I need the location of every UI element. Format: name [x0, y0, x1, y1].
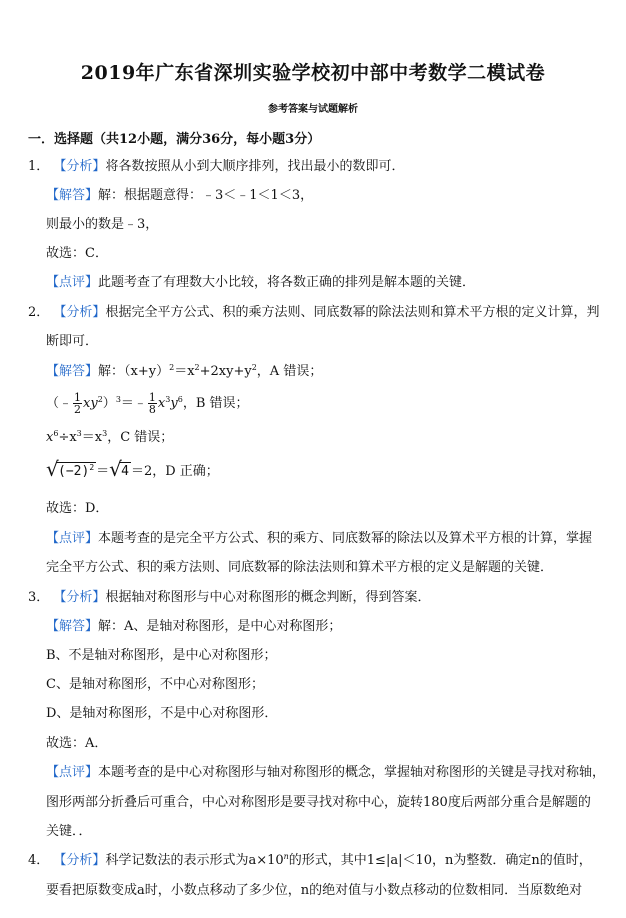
q1-choice: 故选：C．	[46, 246, 108, 261]
q3-analysis-text: 根据轴对称图形与中心对称图形的概念判断，得到答案．	[105, 590, 431, 605]
q1-number: 1．	[28, 159, 50, 174]
q2-b-y: y	[170, 396, 178, 411]
q2-b-exp1: 2	[97, 395, 103, 404]
q2-c-x: x	[46, 430, 54, 445]
q2-a-expr3: +2xy+y	[199, 364, 252, 379]
q3-choice: 故选：A．	[46, 736, 108, 751]
q2-a-result: ，A 错误；	[256, 364, 323, 379]
q3-comment-line1: 本题考查的是中心对称图形与轴对称图形的概念，掌握轴对称图形的关键是寻找对称轴，	[98, 765, 606, 780]
q2-b-frac2-den: 8	[148, 403, 156, 416]
q4-analysis	[28, 852, 592, 870]
q3-answer-line1: 解：A、是轴对称图形，是中心对称图形；	[98, 619, 342, 634]
q2-c-div: ÷x	[58, 430, 77, 445]
section-heading: 一．选择题（共12小题，满分36分，每小题3分）	[28, 132, 321, 147]
q2-d-sqrt1: √ $(-2)^2$	[46, 457, 95, 481]
q2-analysis-line1: 根据完全平方公式、积的乘方法则、同底数幂的除法法则和算术平方根的定义计算，判	[105, 305, 600, 320]
q1-comment-text: 此题考查了有理数大小比较，将各数正确的排列是解本题的关键．	[98, 275, 476, 290]
q3-analysis	[28, 589, 430, 607]
q2-comment-line1: 本题考查的是完全平方公式、积的乘方、同底数幂的除法以及算术平方根的计算，掌握	[98, 531, 593, 546]
q3-number: 3．	[28, 590, 50, 605]
q3-answer-line3: C、是轴对称图形，不中心对称图形；	[46, 677, 264, 692]
q2-comment-tag: 【点评】	[46, 531, 99, 546]
q2-c-result: ，C 错误；	[107, 430, 174, 445]
q3-comment	[46, 764, 605, 782]
q2-d-exp: 2	[89, 463, 95, 472]
q2-b-open: （﹣	[46, 396, 73, 411]
q4-analysis-exp: n	[283, 852, 289, 861]
q2-d-sqrt2: √ 4	[109, 457, 129, 481]
q2-a-exp2: 2	[194, 363, 200, 372]
q2-b-result: ，B 错误；	[182, 396, 249, 411]
q1-analysis-text: 将各数按照从小到大顺序排列，找出最小的数即可．	[105, 159, 405, 174]
q3-comment-tag: 【点评】	[46, 765, 99, 780]
q2-b-exp2: 3	[115, 395, 121, 404]
q2-b-eq: ＝﹣	[120, 396, 147, 411]
q4-analysis-line2: 要看把原数变成a时，小数点移动了多少位，n的绝对值与小数点移动的位数相同．当原数绝对	[46, 883, 583, 898]
q2-answer-b	[46, 392, 249, 415]
q2-c-exp6: 6	[53, 429, 59, 438]
q4-analysis-text2: 的形式，其中1≤|a|＜10，n为整数．确定n的值时，	[288, 853, 592, 868]
q1-analysis	[28, 158, 404, 176]
page-title: 2019年广东省深圳实验学校初中部中考数学二模试卷	[80, 62, 546, 84]
q1-comment-tag: 【点评】	[46, 275, 99, 290]
q2-a-exp: 2	[169, 363, 175, 372]
q2-a-exp3: 2	[251, 363, 257, 372]
q2-a-expr2: ＝x	[174, 364, 195, 379]
q3-comment-line2: 图形两部分折叠后可重合，中心对称图形是要寻找对称中心，旋转180度后两部分重合是解题的	[46, 795, 591, 810]
q2-answer-d	[46, 457, 219, 481]
q2-answer-tag: 【解答】	[46, 364, 99, 379]
q2-analysis-line2: 断即可．	[46, 334, 99, 349]
q2-d-eq: ＝	[96, 464, 110, 479]
q2-d-radicand1: (−2)	[58, 464, 90, 479]
q2-comment	[46, 530, 592, 548]
q1-answer-line1: 解：根据题意得：﹣3＜﹣1＜1＜3，	[98, 188, 314, 203]
q3-comment-line3: 关键．．	[46, 824, 92, 839]
q1-comment	[46, 274, 475, 292]
q2-b-x: x	[157, 396, 166, 411]
q2-c-exp3: 3	[76, 429, 82, 438]
q2-b-exp3: 3	[165, 395, 171, 404]
q1-analysis-tag: 【分析】	[53, 159, 106, 174]
q4-analysis-tag: 【分析】	[53, 853, 106, 868]
q3-answer-line2: B、不是轴对称图形，是中心对称图形；	[46, 648, 277, 663]
q2-comment-line2: 完全平方公式、积的乘方法则、同底数幂的除法法则和算术平方根的定义是解题的关键．	[46, 560, 554, 575]
q2-a-expr: 解：（x+y）	[98, 364, 170, 379]
q3-answer-line4: D、是轴对称图形，不是中心对称图形．	[46, 706, 278, 721]
q2-b-frac-den: 2	[74, 403, 82, 416]
q4-number: 4．	[28, 853, 50, 868]
q1-answer-tag: 【解答】	[46, 188, 99, 203]
q2-b-close: ）	[102, 396, 116, 411]
q2-d-radicand2: 4	[121, 464, 129, 479]
q3-answer-tag: 【解答】	[46, 619, 99, 634]
q2-b-frac-num: 1	[74, 391, 82, 404]
q2-b-frac2-num: 1	[148, 391, 156, 404]
q2-answer-c	[46, 429, 173, 447]
q2-b-xy: xy	[83, 396, 98, 411]
q1-answer	[46, 187, 313, 205]
q2-number: 2．	[28, 305, 50, 320]
q2-choice: 故选：D．	[46, 501, 109, 516]
q2-answer-a	[46, 363, 322, 381]
q1-answer-line2: 则最小的数是﹣3，	[46, 217, 159, 232]
q2-b-exp4: 6	[177, 395, 183, 404]
page-subtitle: 参考答案与试题解析	[268, 104, 358, 115]
q3-analysis-tag: 【分析】	[53, 590, 106, 605]
q2-b-fraction	[73, 392, 82, 415]
q2-d-result: ＝2，D 正确；	[130, 464, 219, 479]
q2-analysis	[28, 304, 599, 322]
q2-analysis-tag: 【分析】	[53, 305, 106, 320]
q4-analysis-text: 科学记数法的表示形式为a×10	[105, 853, 284, 868]
q2-c-exp3b: 3	[102, 429, 108, 438]
q3-answer	[46, 618, 341, 636]
q2-b-fraction2	[148, 392, 157, 415]
q2-c-eq: ＝x	[81, 430, 103, 445]
